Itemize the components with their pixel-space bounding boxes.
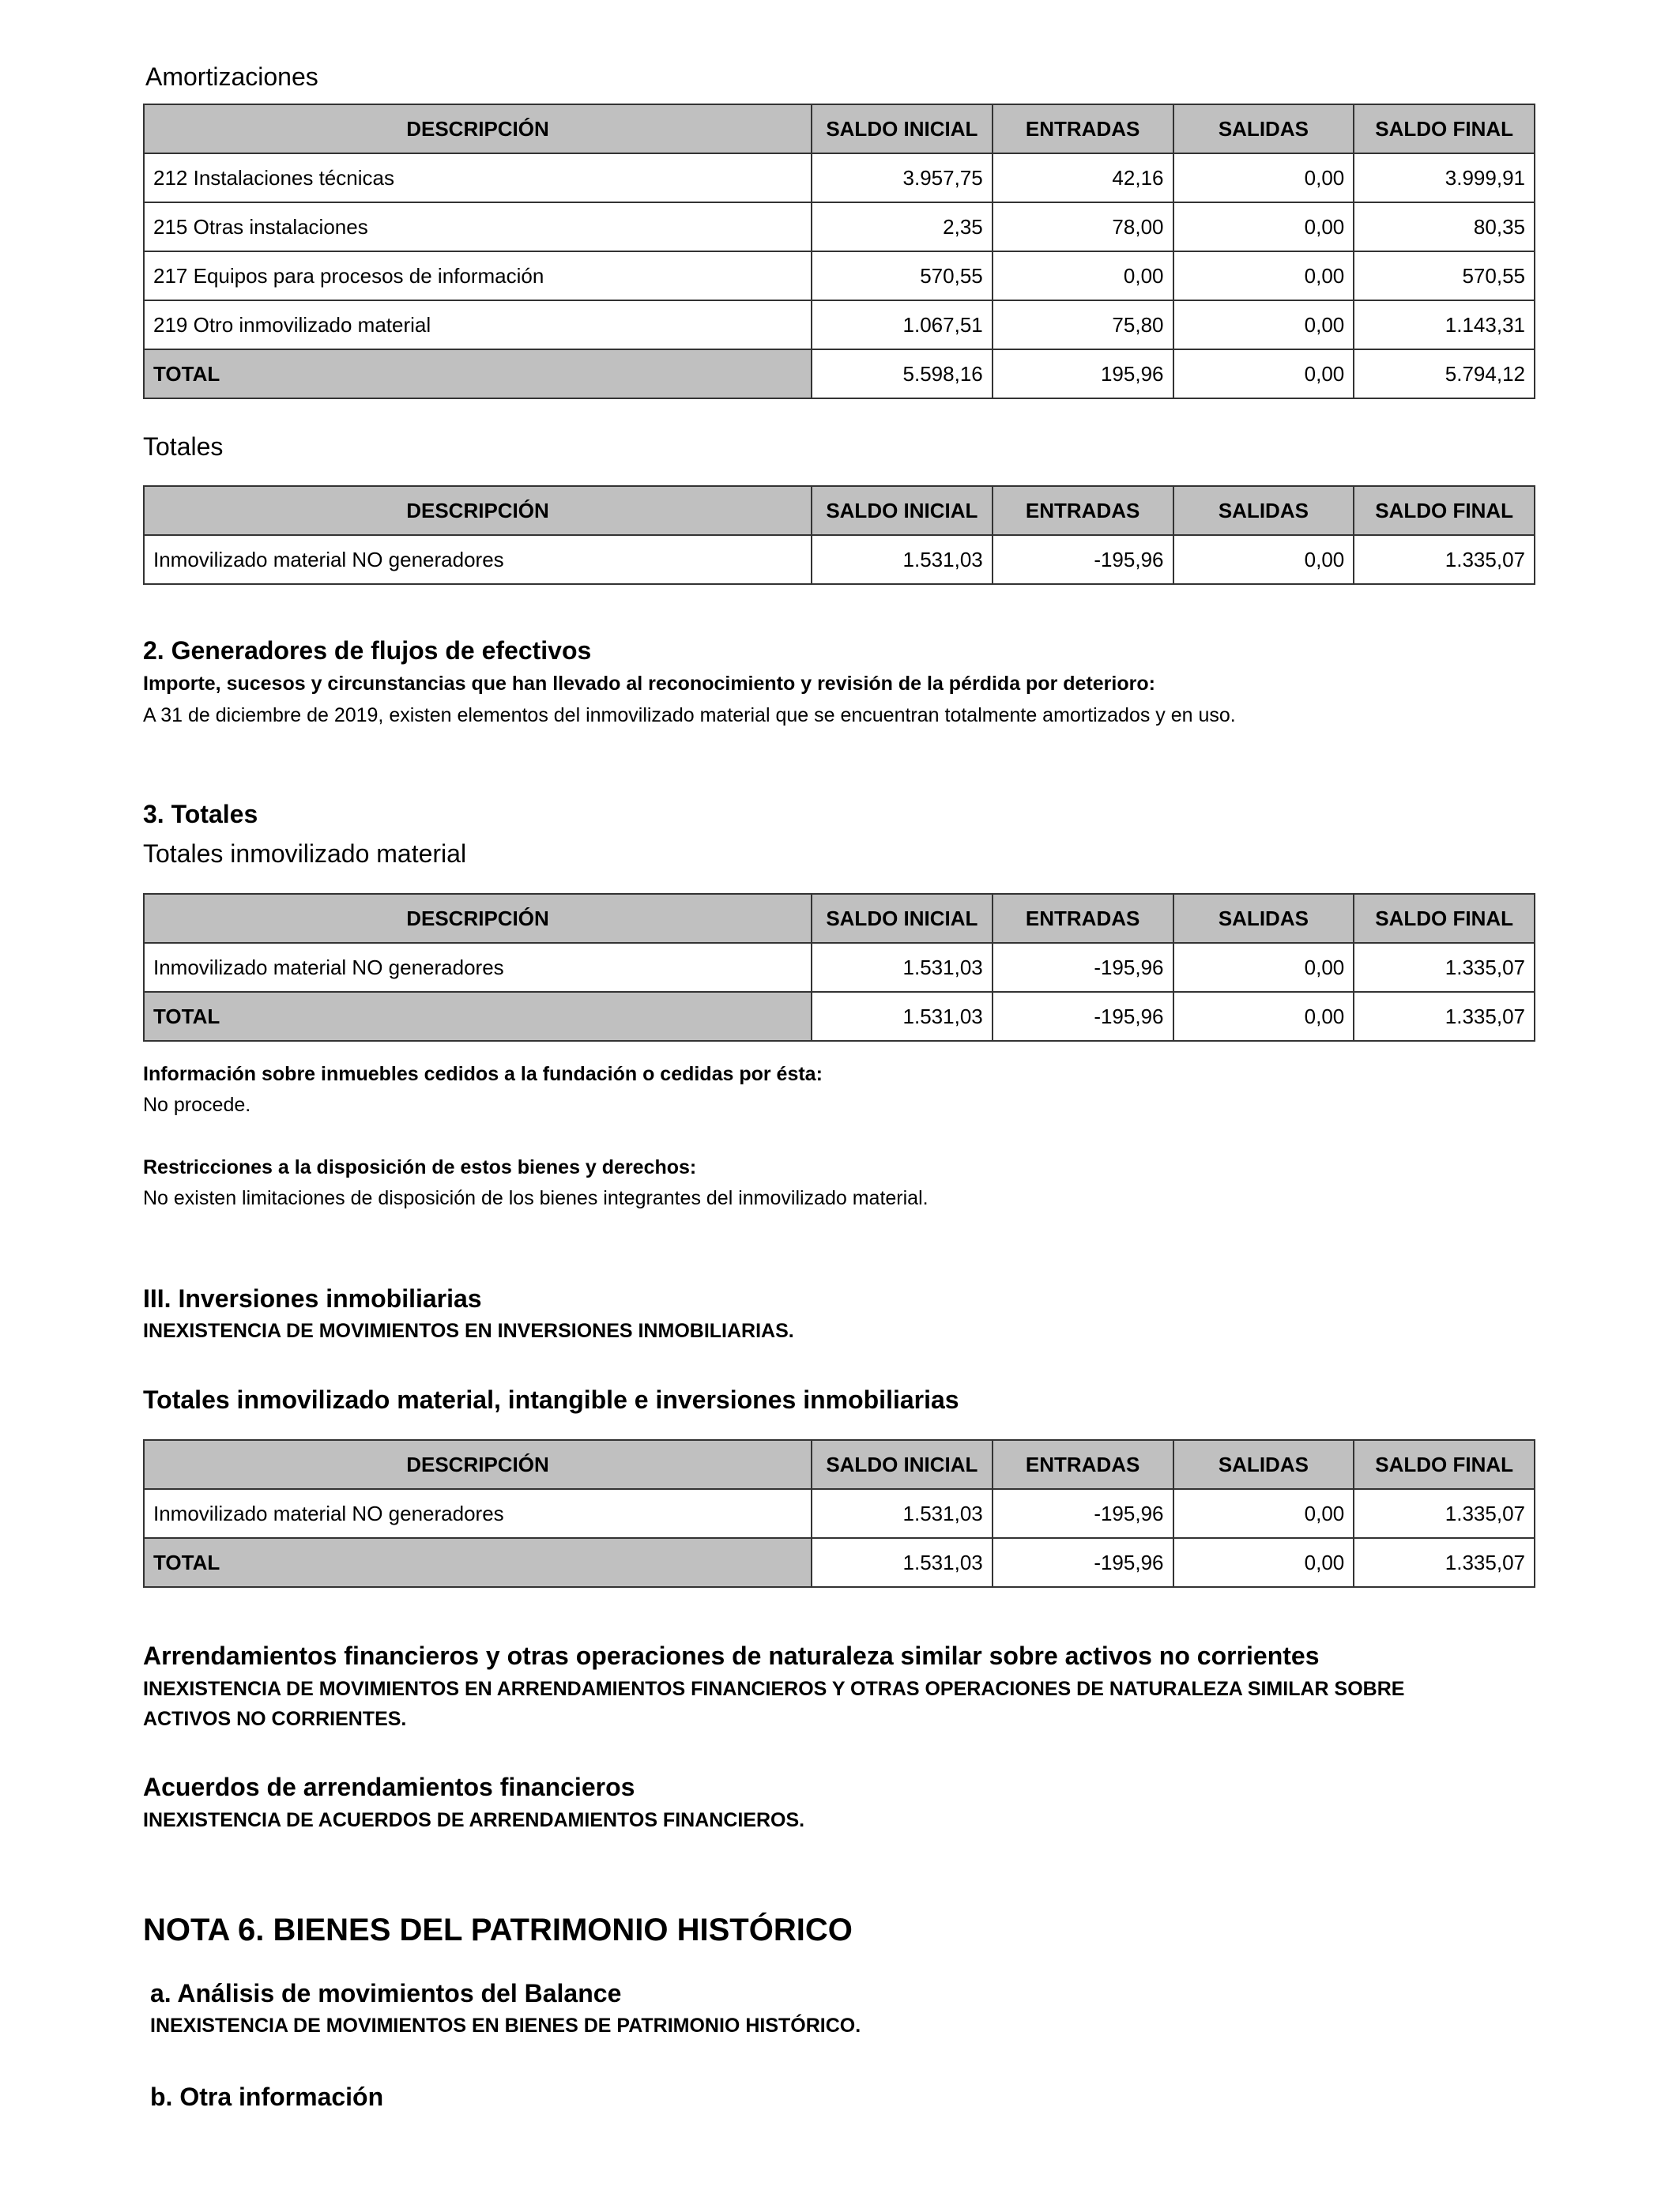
cell: 80,35 <box>1354 202 1535 251</box>
table-header-row <box>144 104 1535 153</box>
col-header: DESCRIPCIÓN <box>144 894 812 943</box>
cell: 0,00 <box>1173 1489 1354 1538</box>
inversiones-text: INEXISTENCIA DE MOVIMIENTOS EN INVERSIONES INMOBILIARIAS. <box>143 1320 794 1342</box>
cell: 5.794,12 <box>1354 349 1535 398</box>
table-row <box>144 943 1535 992</box>
total-label: TOTAL <box>144 992 812 1041</box>
cell: 0,00 <box>1173 943 1354 992</box>
nota6-a-heading: a. Análisis de movimientos del Balance <box>150 1979 622 2007</box>
cell: Inmovilizado material NO generadores <box>144 943 812 992</box>
cell: 212 Instalaciones técnicas <box>144 153 812 202</box>
cell: 0,00 <box>1173 300 1354 349</box>
cell: 0,00 <box>1173 349 1354 398</box>
total-label: TOTAL <box>144 349 812 398</box>
totales-global-heading: Totales inmovilizado material, intangible e inversiones inmobiliarias <box>143 1385 959 1414</box>
inversiones-heading: III. Inversiones inmobiliarias <box>143 1284 482 1313</box>
arrendamientos-text-2: ACTIVOS NO CORRIENTES. <box>143 1708 407 1730</box>
col-header: SALIDAS <box>1173 486 1354 535</box>
cell: -195,96 <box>993 535 1173 584</box>
col-header: SALDO FINAL <box>1354 894 1535 943</box>
acuerdos-heading: Acuerdos de arrendamientos financieros <box>143 1773 635 1801</box>
cell: 1.335,07 <box>1354 1538 1535 1587</box>
cell: 1.335,07 <box>1354 535 1535 584</box>
cell: Inmovilizado material NO generadores <box>144 535 812 584</box>
table-row <box>144 1489 1535 1538</box>
table-row <box>144 535 1535 584</box>
col-header: ENTRADAS <box>993 486 1173 535</box>
cell: 0,00 <box>1173 251 1354 300</box>
cell: 1.067,51 <box>812 300 993 349</box>
cell: -195,96 <box>993 992 1173 1041</box>
col-header: ENTRADAS <box>993 104 1173 153</box>
cell: 5.598,16 <box>812 349 993 398</box>
cell: -195,96 <box>993 943 1173 992</box>
amortizaciones-table <box>143 104 1535 399</box>
table-header-row <box>144 1440 1535 1489</box>
cell: 0,00 <box>1173 202 1354 251</box>
total-row <box>144 349 1535 398</box>
col-header: SALDO INICIAL <box>812 894 993 943</box>
col-header: DESCRIPCIÓN <box>144 1440 812 1489</box>
cell: 570,55 <box>812 251 993 300</box>
cell: 1.335,07 <box>1354 992 1535 1041</box>
section2-text: A 31 de diciembre de 2019, existen elementos del inmovilizado material que se encuentran totalmente amortizados y en uso. <box>143 704 1236 726</box>
table-header-row <box>144 486 1535 535</box>
col-header: ENTRADAS <box>993 1440 1173 1489</box>
cell: 1.531,03 <box>812 1489 993 1538</box>
cell: 0,00 <box>1173 1538 1354 1587</box>
col-header: SALIDAS <box>1173 894 1354 943</box>
arrendamientos-text-1: INEXISTENCIA DE MOVIMIENTOS EN ARRENDAMIENTOS FINANCIEROS Y OTRAS OPERACIONES DE NATURALEZA SIMILAR SOBRE <box>143 1678 1405 1700</box>
col-header: SALDO INICIAL <box>812 1440 993 1489</box>
table-row <box>144 251 1535 300</box>
cell: 217 Equipos para procesos de información <box>144 251 812 300</box>
section3-table <box>143 893 1535 1042</box>
table-row <box>144 153 1535 202</box>
cell: 1.531,03 <box>812 535 993 584</box>
col-header: DESCRIPCIÓN <box>144 486 812 535</box>
total-row <box>144 992 1535 1041</box>
total-label: TOTAL <box>144 1538 812 1587</box>
cell: 0,00 <box>1173 153 1354 202</box>
totales-table <box>143 485 1535 585</box>
cell: 195,96 <box>993 349 1173 398</box>
totales-global-table <box>143 1439 1535 1588</box>
cell: 0,00 <box>993 251 1173 300</box>
nota6-heading: NOTA 6. BIENES DEL PATRIMONIO HISTÓRICO <box>143 1913 853 1947</box>
cell: 215 Otras instalaciones <box>144 202 812 251</box>
total-row <box>144 1538 1535 1587</box>
section2-label: Importe, sucesos y circunstancias que han llevado al reconocimiento y revisión de la pérdida por deterioro: <box>143 673 1155 695</box>
cell: 78,00 <box>993 202 1173 251</box>
table-header-row <box>144 894 1535 943</box>
amortizaciones-title: Amortizaciones <box>145 62 318 91</box>
section2-heading: 2. Generadores de flujos de efectivos <box>143 636 592 665</box>
col-header: SALDO FINAL <box>1354 486 1535 535</box>
cell: 219 Otro inmovilizado material <box>144 300 812 349</box>
col-header: SALDO FINAL <box>1354 104 1535 153</box>
cell: 1.335,07 <box>1354 943 1535 992</box>
cell: 2,35 <box>812 202 993 251</box>
cell: 1.531,03 <box>812 992 993 1041</box>
info-label: Información sobre inmuebles cedidos a la fundación o cedidas por ésta: <box>143 1063 823 1085</box>
cell: 1.531,03 <box>812 943 993 992</box>
restrictions-label: Restricciones a la disposición de estos bienes y derechos: <box>143 1156 697 1178</box>
acuerdos-text: INEXISTENCIA DE ACUERDOS DE ARRENDAMIENTOS FINANCIEROS. <box>143 1809 805 1831</box>
section3-subtitle: Totales inmovilizado material <box>143 839 467 868</box>
col-header: SALIDAS <box>1173 104 1354 153</box>
totales-title: Totales <box>143 432 224 461</box>
col-header: ENTRADAS <box>993 894 1173 943</box>
col-header: SALDO INICIAL <box>812 104 993 153</box>
cell: 570,55 <box>1354 251 1535 300</box>
cell: 0,00 <box>1173 535 1354 584</box>
cell: 3.999,91 <box>1354 153 1535 202</box>
cell: -195,96 <box>993 1489 1173 1538</box>
col-header: SALDO FINAL <box>1354 1440 1535 1489</box>
cell: 1.335,07 <box>1354 1489 1535 1538</box>
col-header: SALDO INICIAL <box>812 486 993 535</box>
info-text: No procede. <box>143 1094 251 1116</box>
section3-heading: 3. Totales <box>143 800 258 828</box>
table-row <box>144 202 1535 251</box>
col-header: DESCRIPCIÓN <box>144 104 812 153</box>
cell: 42,16 <box>993 153 1173 202</box>
col-header: SALIDAS <box>1173 1440 1354 1489</box>
cell: 0,00 <box>1173 992 1354 1041</box>
cell: Inmovilizado material NO generadores <box>144 1489 812 1538</box>
cell: 3.957,75 <box>812 153 993 202</box>
nota6-b-heading: b. Otra información <box>150 2083 384 2111</box>
table-row <box>144 300 1535 349</box>
nota6-a-text: INEXISTENCIA DE MOVIMIENTOS EN BIENES DE PATRIMONIO HISTÓRICO. <box>150 2015 861 2037</box>
cell: -195,96 <box>993 1538 1173 1587</box>
cell: 1.531,03 <box>812 1538 993 1587</box>
restrictions-text: No existen limitaciones de disposición de los bienes integrantes del inmovilizado material. <box>143 1187 929 1209</box>
cell: 1.143,31 <box>1354 300 1535 349</box>
cell: 75,80 <box>993 300 1173 349</box>
arrendamientos-heading: Arrendamientos financieros y otras operaciones de naturaleza similar sobre activos no corrientes <box>143 1642 1320 1670</box>
